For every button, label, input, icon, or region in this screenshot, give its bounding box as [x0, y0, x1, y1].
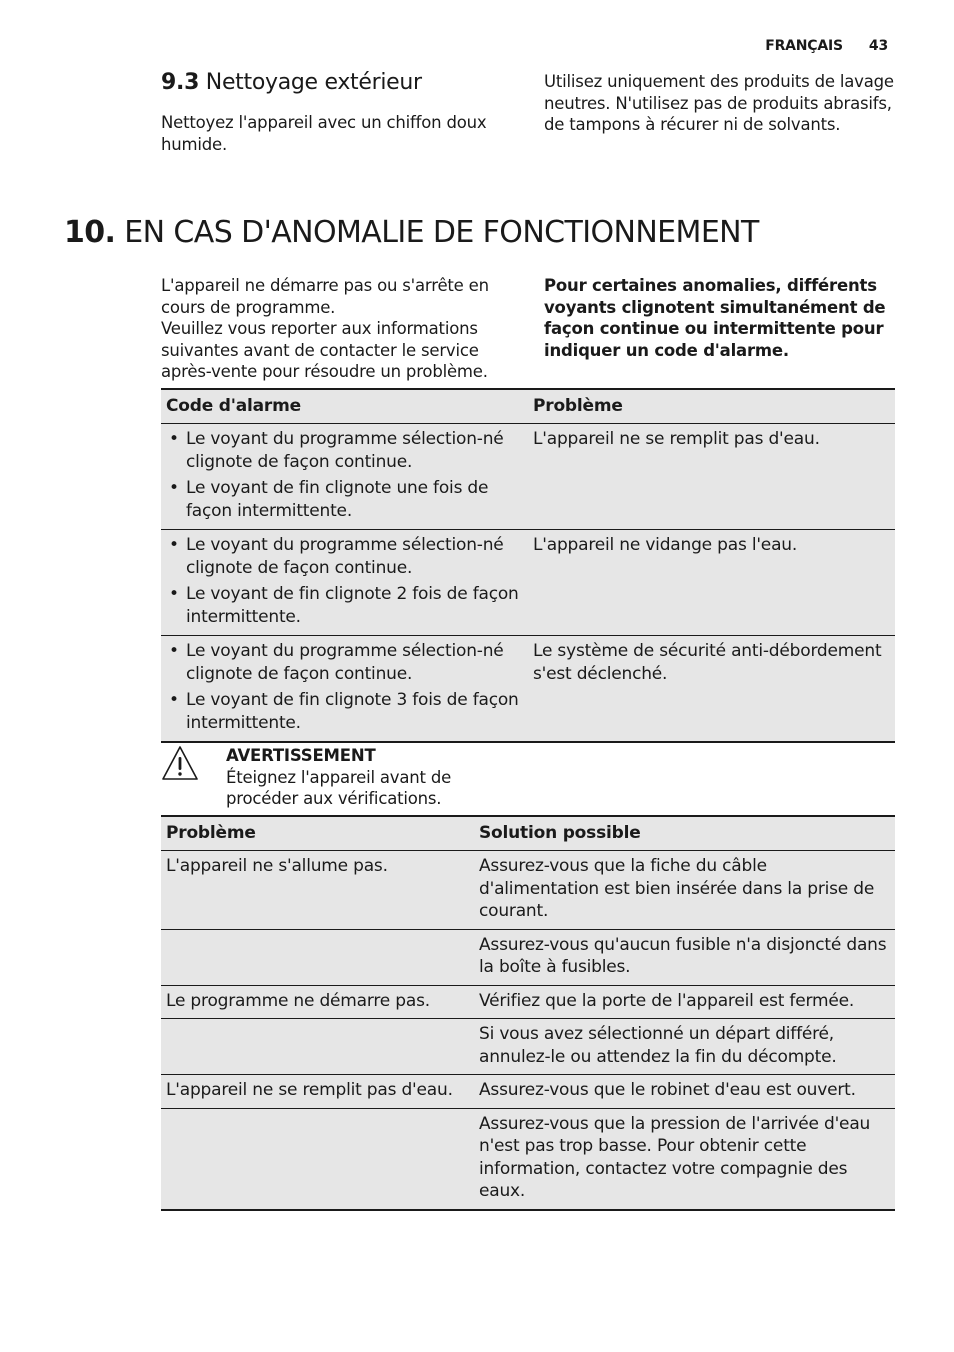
problem-cell: L'appareil ne s'allume pas.: [161, 851, 474, 930]
section-9-3-title-text: Nettoyage extérieur: [205, 70, 422, 95]
alarm-code-cell: [161, 530, 528, 636]
intro-line-2: Veuillez vous reporter aux informations suivantes avant de contacter le service après-vente pour résoudre un problème.: [161, 319, 488, 381]
column-header-problem: Problème: [161, 816, 474, 851]
list-item: • Le voyant du programme sélection-né clignote de façon continue.: [166, 534, 523, 579]
table-row: [161, 636, 895, 743]
warning-triangle-icon: [161, 745, 199, 781]
warning-body: Éteignez l'appareil avant de procéder aux vérifications.: [226, 767, 452, 808]
section-10-title: EN CAS D'ANOMALIE DE FONCTIONNEMENT: [124, 215, 759, 250]
alarm-code-cell: [161, 636, 528, 743]
solution-table: [161, 815, 895, 1211]
intro-bold-note: Pour certaines anomalies, différents voyants clignotent simultanément de façon continue ou intermittente pour indiquer un code d'alarme.: [544, 276, 886, 360]
list-item: • Le voyant de fin clignote 2 fois de façon intermittente.: [166, 583, 523, 628]
alarm-code-cell: [161, 424, 528, 530]
problem-cell: L'appareil ne se remplit pas d'eau.: [161, 1075, 474, 1109]
intro-line-1: L'appareil ne démarre pas ou s'arrête en cours de programme.: [161, 276, 489, 317]
list-item: • Le voyant de fin clignote 3 fois de façon intermittente.: [166, 689, 523, 734]
page-number: 43: [868, 38, 888, 54]
table-header-row: [161, 389, 895, 424]
problem-cell: L'appareil ne vidange pas l'eau.: [528, 530, 895, 636]
section-10-heading: [64, 215, 759, 250]
section-9-3-number: 9.3: [161, 70, 200, 95]
list-item: • Le voyant du programme sélection-né clignote de façon continue.: [166, 640, 523, 685]
solution-cell: Assurez-vous que le robinet d'eau est ouvert.: [474, 1075, 895, 1109]
section-9-3-left-text: Nettoyez l'appareil avec un chiffon doux humide.: [161, 113, 487, 154]
solution-cell: Assurez-vous que la fiche du câble d'alimentation est bien insérée dans la prise de courant.: [474, 851, 895, 930]
problem-cell: Le programme ne démarre pas.: [161, 985, 474, 1019]
section-9-3-title: [161, 70, 422, 95]
table-row: [161, 1075, 895, 1109]
section-10-intro: [161, 275, 521, 383]
table-row: [161, 851, 895, 930]
table-row: [161, 1108, 895, 1210]
table-header-row: [161, 816, 895, 851]
table-row: [161, 530, 895, 636]
solution-cell: Assurez-vous que la pression de l'arrivée d'eau n'est pas trop basse. Pour obtenir cette information, contactez votre compagnie des eaux.: [474, 1108, 895, 1210]
table-row: [161, 929, 895, 985]
list-item: • Le voyant de fin clignote une fois de façon intermittente.: [166, 477, 523, 522]
solution-cell: Si vous avez sélectionné un départ différé, annulez-le ou attendez la fin du décompte.: [474, 1019, 895, 1075]
list-item: • Le voyant du programme sélection-né clignote de façon continue.: [166, 428, 523, 473]
table-row: [161, 985, 895, 1019]
section-9-3-right-text: Utilisez uniquement des produits de lavage neutres. N'utilisez pas de produits abrasifs, de tampons à récurer ni de solvants.: [544, 72, 894, 134]
solution-cell: Assurez-vous qu'aucun fusible n'a disjoncté dans la boîte à fusibles.: [474, 929, 895, 985]
problem-cell: [161, 1108, 474, 1210]
warning-title: AVERTISSEMENT: [226, 746, 376, 765]
alarm-code-table: [161, 388, 895, 743]
column-header-problem: Problème: [528, 389, 895, 424]
warning-text: [226, 745, 526, 810]
problem-cell: [161, 929, 474, 985]
problem-cell: Le système de sécurité anti-débordement s'est déclenché.: [528, 636, 895, 743]
page-header: [765, 38, 888, 54]
column-header-alarm-code: Code d'alarme: [161, 389, 528, 424]
table-row: [161, 424, 895, 530]
solution-cell: Vérifiez que la porte de l'appareil est fermée.: [474, 985, 895, 1019]
problem-cell: [161, 1019, 474, 1075]
table-row: [161, 1019, 895, 1075]
problem-cell: L'appareil ne se remplit pas d'eau.: [528, 424, 895, 530]
header-language: FRANÇAIS: [765, 38, 843, 54]
section-10-number: 10.: [64, 215, 116, 250]
column-header-solution: Solution possible: [474, 816, 895, 851]
